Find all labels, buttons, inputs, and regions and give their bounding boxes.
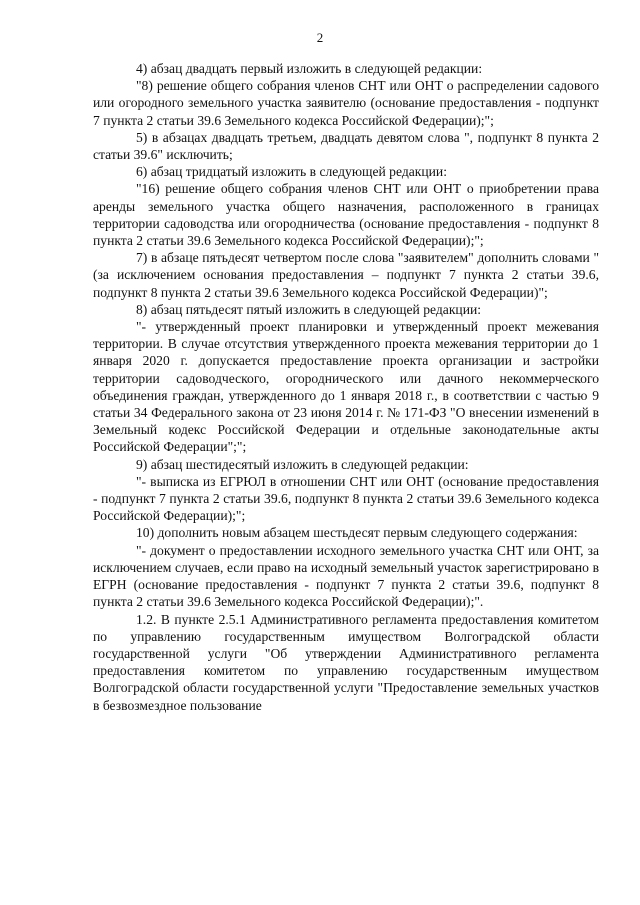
- page-number: 2: [316, 30, 324, 45]
- paragraph-quote-document: "- документ о предоставлении исходного земельного участка СНТ или ОНТ, за исключением случаев, если право на исходный земельный участок зарегистрировано в ЕГРН (основание предоставления - подпункт 7 пункта 2 статьи 39.6, подпункт 8 пункта 2 статьи 39.6 Земельного кодекса Российской Федерации);".: [93, 542, 599, 610]
- paragraph-quote-project: "- утвержденный проект планировки и утвержденный проект межевания территории. В случае отсутствия утвержденного проекта межевания территории до 1 января 2020 г. допускается предоставление проекта организации и застройки территории садоводческого, огороднического или дачного некоммерческого объединения граждан, утвержденного до 1 января 2018 г., в соответствии с частью 9 статьи 34 Федерального закона от 23 июня 2014 г. № 171-ФЗ "О внесении изменений в Земельный кодекс Российской Федерации и отдельные законодательные акты Российской Федерации";";: [93, 319, 599, 455]
- paragraph-item-8: 8) абзац пятьдесят пятый изложить в следующей редакции:: [136, 301, 482, 317]
- paragraph-item-5: 5) в абзацах двадцать третьем, двадцать девятом слова ", подпункт 8 пункта 2 статьи 39.6" исключить;: [93, 129, 599, 163]
- paragraph-item-7: 7) в абзаце пятьдесят четвертом после слова "заявителем" дополнить словами "(за исключением основания предоставления – подпункт 7 пункта 2 статьи 39.6, подпункт 8 пункта 2 статьи 39.6 Земельного кодекса Российской Федерации)";: [93, 250, 599, 300]
- paragraph-quote-egrul: "- выписка из ЕГРЮЛ в отношении СНТ или ОНТ (основание предоставления - подпункт 7 пункта 2 статьи 39.6, подпункт 8 пункта 2 статьи 39.6 Земельного кодекса Российской Федерации);";: [93, 473, 599, 524]
- paragraph-section-1-2: 1.2. В пункте 2.5.1 Административного регламента предоставления комитетом по управлению государственным имуществом Волгоградской области государственной услуги "Об утверждении Административного регламента предоставления комитетом по управлению государственным имуществом Волгоградской области государственной услуги "Предоставление земельных участков в безвозмездное пользование: [93, 611, 599, 713]
- paragraph-item-4: 4) абзац двадцать первый изложить в следующей редакции:: [136, 61, 483, 76]
- paragraph-quote-16: "16) решение общего собрания членов СНТ или ОНТ о приобретении права аренды земельного участка общего назначения, расположенного в границах территории садоводства или огородничества (основание предоставления - подпункт 8 пункта 2 статьи 39.6 Земельного кодекса Российской Федерации);";: [93, 181, 599, 249]
- paragraph-item-6: 6) абзац тридцатый изложить в следующей редакции:: [136, 164, 447, 180]
- paragraph-item-10: 10) дополнить новым абзацем шестьдесят первым следующего содержания:: [136, 525, 578, 541]
- document-body: [93, 60, 599, 714]
- paragraph-item-9: 9) абзац шестидесятый изложить в следующей редакции:: [136, 456, 469, 472]
- paragraph-quote-8: "8) решение общего собрания членов СНТ или ОНТ о распределении садового или огородного земельного участка заявителю (основание предоставления - подпункт 7 пункта 2 статьи 39.6 Земельного кодекса Российской Федерации);";: [93, 78, 599, 128]
